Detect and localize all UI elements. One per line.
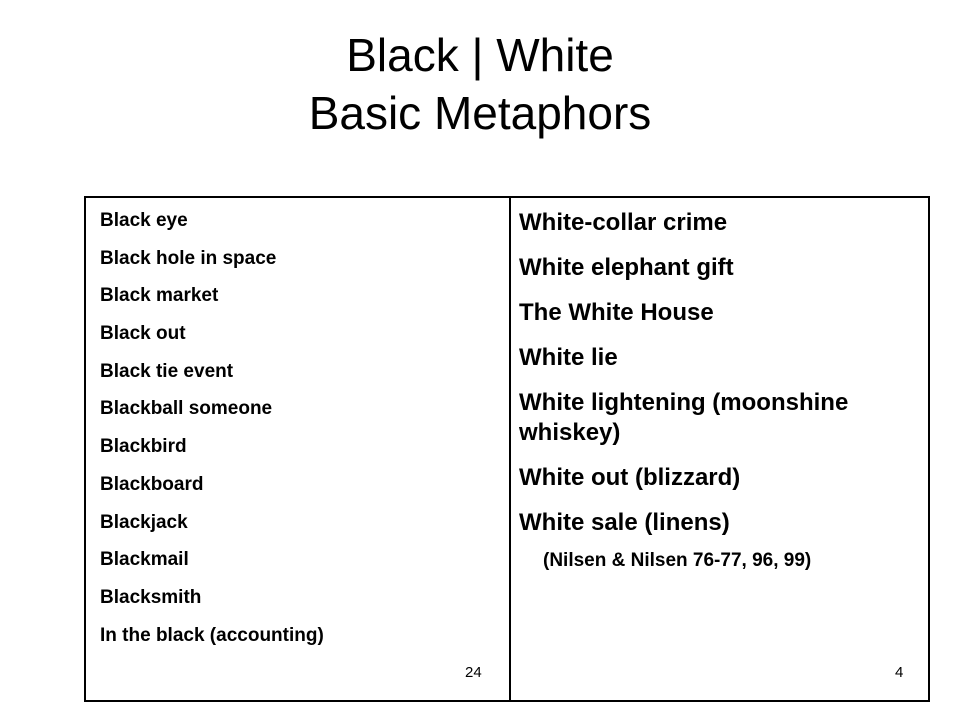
column-divider: [509, 196, 511, 702]
list-item: Blackmail: [100, 549, 189, 571]
list-item: Blackbird: [100, 436, 187, 458]
list-item: Black eye: [100, 210, 188, 231]
slide-title-line-2: Basic Metaphors: [308, 87, 652, 139]
slide-title-line-1: Black | White: [346, 29, 614, 81]
list-item: Blacksmith: [100, 586, 202, 608]
list-item: White out (blizzard): [519, 464, 741, 491]
citation: (Nilsen & Nilsen 76-77, 96, 99): [543, 550, 812, 571]
white-metaphors-list: [519, 208, 924, 573]
right-page-number: 4: [895, 664, 904, 681]
list-item: In the black (accounting): [100, 624, 324, 646]
list-item: Blackjack: [100, 511, 188, 533]
list-item: White sale (linens): [519, 509, 730, 536]
list-item: Black market: [100, 285, 219, 307]
list-item: White-collar crime: [519, 209, 728, 236]
list-item: White elephant gift: [519, 254, 734, 281]
list-item: The White House: [519, 299, 714, 326]
list-item: Blackball someone: [100, 398, 273, 420]
slide-title: [0, 26, 960, 142]
list-item: White lie: [519, 344, 618, 371]
black-metaphors-list: [100, 208, 500, 660]
list-item: Blackboard: [100, 473, 204, 495]
list-item: Black out: [100, 323, 186, 345]
list-item: Black tie event: [100, 360, 234, 382]
left-page-number: 24: [465, 664, 482, 681]
list-item: White lightening (moonshine whiskey): [519, 389, 849, 446]
list-item: Black hole in space: [100, 247, 277, 269]
